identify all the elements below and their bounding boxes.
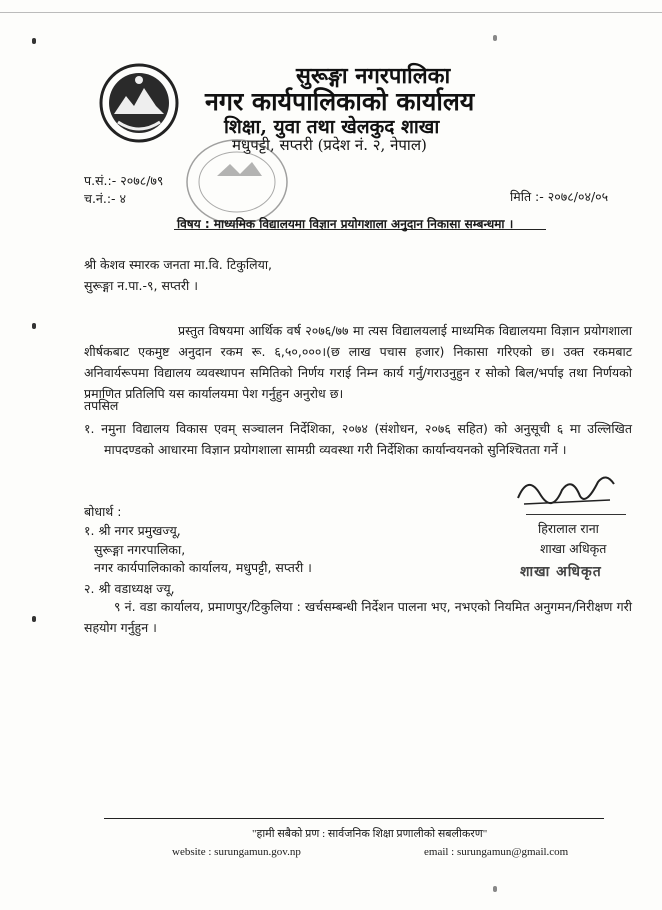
scan-speck: [493, 886, 497, 892]
scan-speck: [32, 38, 36, 44]
letter-date: मिति :- २०७८/०४/०५: [510, 189, 609, 204]
footer-website: website : surungamun.gov.np: [172, 846, 301, 858]
footer-email: email : surungamun@gmail.com: [424, 846, 569, 858]
bodhartha-item-1-line-3: नगर कार्यपालिकाको कार्यालय, मधुपट्टी, सप्तरी ।: [94, 560, 312, 575]
letter-subject: विषय : माध्यमिक विद्यालयमा विज्ञान प्रयोगशाला अनुदान निकासा सम्बन्धमा ।: [177, 217, 514, 231]
body-paragraph: प्रस्तुत विषयमा आर्थिक वर्ष २०७६/७७ मा त्यस विद्यालयलाई माध्यमिक विद्यालयमा विज्ञान प्रयोगशाला शीर्षकबाट एकमुष्ट अनुदान रकम रू. ६,५०,०००।(छ लाख पचास हजार) निकासा गरिएको छ। उक्त रकमबाट अनिवार्यरूपमा विद्यालय व्यवस्थापन समितिको निर्णय गराई निम्न कार्य गर्नु/गराउनुहुन र सोको बिल/भर्पाइ तथा निर्णयको प्रमाणित प्रतिलिपि यस कार्यालयमा पेश गर्नुहुन अनुरोध छ।: [84, 323, 632, 401]
bodhartha-item-1-line-1: १. श्री नगर प्रमुखज्यू,: [84, 523, 181, 538]
designation-stamp: शाखा अधिकृत: [520, 564, 602, 580]
tapasil-heading: तपसिल: [84, 398, 119, 413]
signatory-designation: शाखा अधिकृत: [540, 541, 607, 556]
footer-rule: [104, 818, 604, 819]
top-border: [0, 12, 662, 13]
footer-slogan: "हामी सबैको प्रण : सार्वजनिक शिक्षा प्रणालीको सबलीकरण": [252, 828, 488, 840]
signature: [510, 468, 620, 514]
section-name: शिक्षा, युवा तथा खेलकुद शाखा: [224, 116, 440, 138]
bodhartha-item-2-text: ९ नं. वडा कार्यालय, प्रमाणपुर/टिकुलिया : खर्चसम्बन्धी निर्देशन पालना भए, नभएको नियमित अनुगमन/निरीक्षण गरी सहयोग गर्नुहुन ।: [84, 599, 632, 635]
scan-speck: [493, 35, 497, 41]
patra-sankhya: प.सं.:- २०७८/७९: [84, 173, 164, 188]
bodhartha-item-1-line-2: सुरूङ्गा नगरपालिका,: [94, 542, 186, 557]
tapasil-item-1: १. नमुना विद्यालय विकास एवम् सञ्चालन निर्देशिका, २०७४ (संशोधन, २०७६ सहित) को अनुसूची ६ मा उल्लिखित मापदण्डको आधारमा विज्ञान प्रयोगशाला सामग्री व्यवस्था गरी निर्देशिका कार्यान्वयनको सुनिश्चितता गर्ने ।: [84, 421, 632, 457]
office-address: मधुपट्टी, सप्तरी (प्रदेश नं. २, नेपाल): [232, 136, 427, 154]
signatory-name: हिरालाल राना: [538, 521, 599, 536]
scan-speck: [32, 323, 36, 329]
bodhartha-item-2-line-1: २. श्री वडाध्यक्ष ज्यू,: [84, 581, 175, 596]
recipient-line-1: श्री केशव स्मारक जनता मा.वि. टिकुलिया,: [84, 257, 273, 272]
scan-speck: [32, 616, 36, 622]
signature-line: [526, 514, 626, 515]
recipient-line-2: सुरूङ्गा न.पा.-९, सप्तरी ।: [84, 278, 198, 293]
municipality-name: सुरूङ्गा नगरपालिका: [296, 63, 451, 89]
bodhartha-heading: बोधार्थ :: [84, 504, 122, 519]
office-name: नगर कार्यपालिकाको कार्यालय: [205, 87, 475, 116]
nepal-emblem-logo: [98, 62, 180, 144]
chalani-number: च.नं.:- ४: [84, 191, 127, 206]
